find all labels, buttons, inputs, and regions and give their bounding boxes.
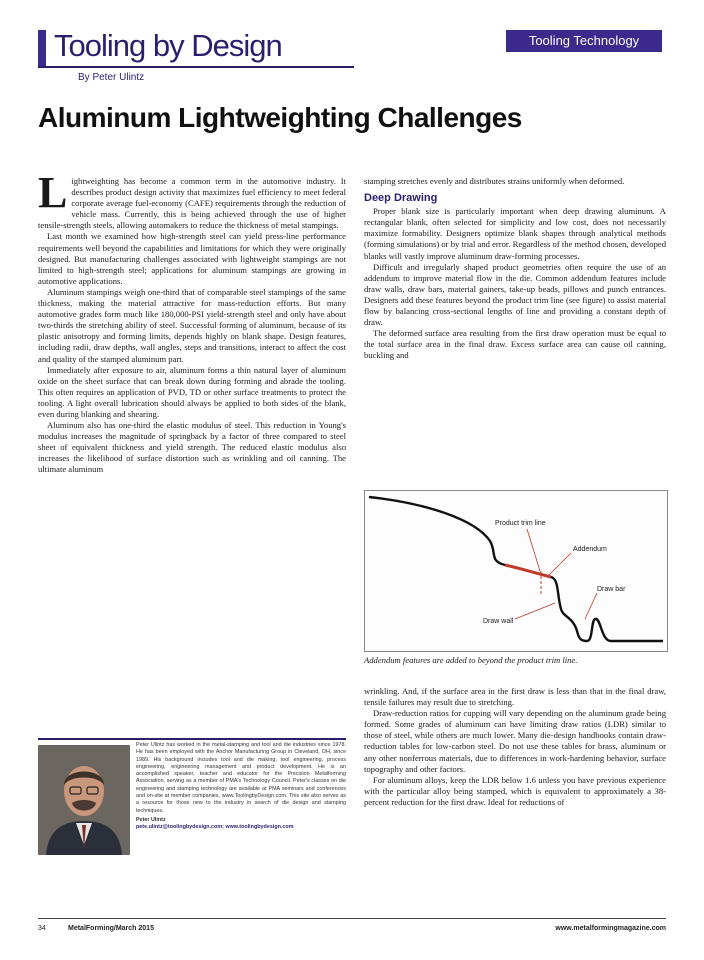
section-badge: Tooling Technology bbox=[506, 30, 662, 52]
author-bio-text: Peter Ulintz has worked in the metal-stamping and tool and die industries since 1978. He has been employed with the Anchor Manufacturing Group in Cleveland, OH, since 1989. His background includes tool and die making, tool engineering, process engineering, engineering management and product development. He is an accomplished speaker, teacher and educator for the Precision Metalforming Association, serving as a member of PMA's Technology Council. Peter's classes on die engineering and stamping technology are available at PMA seminars and conferences and on-site at member companies, www.ToolingbyDesign.com. This site also serves as a resource for those new to the industry in search of die design and stamping techniques. bbox=[136, 742, 346, 814]
body-paragraph: Aluminum also has one-third the elastic modulus of steel. This reduction in Young's modulus increases the magnitude of springback by a factor of three compared to steel sheet of equivalent thickness and yield strength. The reduced elastic modulus also increases the likelihood of surface distortion such as wrinkling and oil canning. The ultimate aluminum bbox=[38, 420, 346, 475]
byline: By Peter Ulintz bbox=[78, 72, 145, 83]
label-product-trim-line: Product trim line bbox=[495, 520, 546, 527]
footer-rule bbox=[38, 918, 666, 919]
article-title: Aluminum Lightweighting Challenges bbox=[38, 102, 522, 133]
leader-product-trim-line bbox=[527, 529, 540, 571]
section-header-bar bbox=[38, 30, 46, 66]
label-addendum: Addendum bbox=[573, 546, 607, 553]
left-column bbox=[38, 168, 346, 476]
section-title: Tooling by Design bbox=[54, 28, 282, 63]
figure-caption: Addendum features are added to beyond the product trim line. bbox=[364, 655, 578, 665]
author-bio bbox=[136, 742, 346, 832]
addendum-highlight bbox=[505, 565, 551, 577]
body-paragraph: Difficult and irregularly shaped product geometries often require the use of an addendum to improve material flow in the die. Common addendum features include draw walls, draw bars, material gainers, take-up beads, pillows and punch entrances. Designers add these features beyond the product trim line (see figure) to assist material flow by balancing cross-sectional lengths of line and providing a constant depth of draw. bbox=[364, 261, 666, 328]
leader-draw-bar bbox=[585, 593, 597, 619]
drop-cap: L bbox=[38, 168, 68, 217]
right-column-bottom bbox=[364, 686, 666, 808]
right-column-top bbox=[364, 176, 666, 362]
body-paragraph: Last month we examined how high-strength steel can yield press-line performance requirements well beyond the capabilities and limitations for which they were originally designed. But manufacturing challenges associated with lightweight stampings are not limited to high-strength steel; applications for aluminum stampings are growing in automotive applications. bbox=[38, 231, 346, 286]
author-name: Peter Ulintz bbox=[136, 816, 166, 823]
body-paragraph: Draw-reduction ratios for cupping will vary depending on the aluminum grade being formed. Some grades of aluminum can have limiting draw ratios (LDR) similar to those of steel, while others are much lower. Many die-design handbooks contain draw-reduction tables for low-carbon steel. Do not use these tables for brass, aluminum or any other nonferrous materials, due to differences in work-hardening behavior, surface topography and other factors. bbox=[364, 708, 666, 774]
author-contact: pete.ulintz@toolingbydesign.com; www.toolingbydesign.com bbox=[136, 824, 294, 831]
body-paragraph: wrinkling. And, if the surface area in the first draw is less than that in the final draw, tensile failures may result due to stretching. bbox=[364, 686, 666, 708]
leader-draw-wall bbox=[515, 603, 555, 619]
lead-paragraph: Lightweighting has become a common term in the automotive industry. It describes product design activity that maximizes fuel efficiency to meet federal corporate average fuel-economy (CAFE) requirements through the reduction of vehicle mass. Currently, this is being achieved through the use of higher tensile-strength steels, allowing automakers to reduce the thickness of metal stampings. bbox=[38, 168, 346, 231]
body-paragraph: The deformed surface area resulting from the first draw operation must be equal to the total surface area in the final draw. Excess surface area can cause oil canning, buckling and bbox=[364, 328, 666, 361]
body-paragraph: For aluminum alloys, keep the LDR below 1.6 unless you have previous experience with the particular alloy being stamped, which is equivalent to approximately a 38-percent reduction for the first draw. Ideal for reductions of bbox=[364, 774, 666, 807]
website-link[interactable]: www.metalformingmagazine.com bbox=[555, 925, 666, 932]
subhead-deep-drawing: Deep Drawing bbox=[364, 192, 438, 205]
publication-name: MetalForming/March 2015 bbox=[68, 925, 154, 932]
leader-addendum bbox=[549, 553, 571, 575]
body-paragraph: Proper blank size is particularly important when deep drawing aluminum. A rectangular blank, often selected for simplicity and low cost, does not necessarily maximize formability. Designers optimize blank shapes through analytical methods (forming simulations) or by trial and error. Regardless of the method chosen, developed blanks will vastly improve aluminum draw-forming processes. bbox=[364, 206, 666, 261]
body-paragraph: Aluminum stampings weigh one-third that of comparable steel stampings of the same thickness, making the material attractive for mass-reduction efforts. But many automotive grades form much like 180,000-PSI yield-strength steel and only have about two-thirds the stretching ability of steel. Successful forming of aluminum, because of its plastic anisotropy and forming limits, depends highly on blank shape. Design features, including radii, draw depths, wall angles, steps and transitions, interact to affect the cost and quality of the stamped aluminum part. bbox=[38, 286, 346, 364]
body-paragraph: stamping stretches evenly and distributes strains uniformly when deformed. bbox=[364, 176, 625, 186]
addendum-diagram bbox=[365, 491, 667, 651]
label-draw-wall: Draw wall bbox=[483, 618, 514, 625]
section-header-rule bbox=[38, 66, 354, 68]
addendum-figure bbox=[364, 490, 668, 652]
page-number: 34 bbox=[38, 925, 46, 932]
author-portrait bbox=[38, 745, 130, 855]
label-draw-bar: Draw bar bbox=[597, 586, 626, 593]
body-paragraph: Immediately after exposure to air, aluminum forms a thin natural layer of aluminum oxide on the sheet surface that can break down during forming and abrade the tooling. This often requires an application of PVD, TD or other surface treatments to protect the tooling. A light overall lubrication should always be applied to both sides of the blank, even during blanking and shearing. bbox=[38, 364, 346, 419]
author-photo bbox=[38, 745, 130, 855]
author-bio-rule bbox=[38, 738, 346, 740]
